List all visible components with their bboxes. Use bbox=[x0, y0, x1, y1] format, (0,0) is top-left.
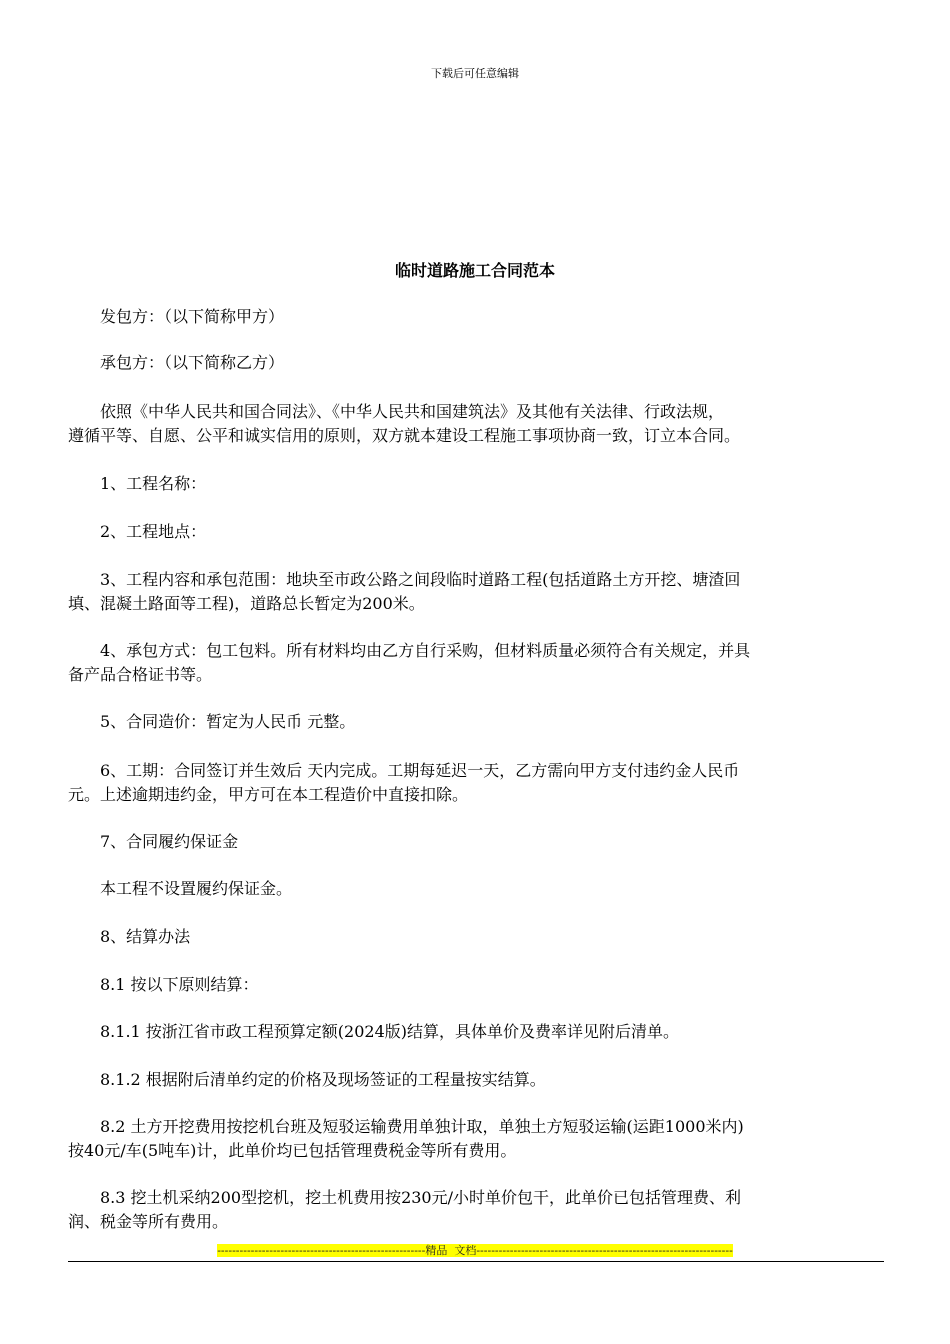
clause-8-heading: 8、结算办法 bbox=[68, 927, 191, 946]
clause-8-1-2: 8.1.2 根据附后清单约定的价格及现场签证的工程量按实结算。 bbox=[68, 1070, 546, 1089]
clause-5: 5、合同造价：暂定为人民币 元整。 bbox=[68, 712, 356, 731]
party-a-line: 发包方：（以下简称甲方） bbox=[68, 307, 285, 326]
clause-7-heading: 7、合同履约保证金 bbox=[68, 832, 239, 851]
footer-text: --------------------------------------------------------精品 文档--------------------------------------------------------------------- bbox=[217, 1244, 733, 1257]
party-b-line: 承包方：（以下简称乙方） bbox=[68, 353, 285, 372]
clause-8-1: 8.1 按以下原则结算： bbox=[68, 975, 259, 994]
document-title: 临时道路施工合同范本 bbox=[394, 261, 555, 280]
clause-8-2: 8.2 土方开挖费用按挖机台班及短驳运输费用单独计取，单独土方短驳运输(运距1000米内) 按40元/车(5吨车)计，此单价均已包括管理费税金等所有费用。 bbox=[68, 1117, 744, 1160]
clause-8-1-1: 8.1.1 按浙江省市政工程预算定额(2024版)结算，具体单价及费率详见附后清单。 bbox=[68, 1022, 680, 1041]
clause-8-3: 8.3 挖土机采纳200型挖机，挖土机费用按230元/小时单价包干，此单价已包括管理费、利 润、税金等所有费用。 bbox=[68, 1188, 742, 1231]
preamble-paragraph: 依照《中华人民共和国合同法》、《中华人民共和国建筑法》及其他有关法律、行政法规， 遵循平等、自愿、公平和诚实信用的原则，双方就本建设工程施工事项协商一致，订立本合同。 bbox=[68, 402, 741, 445]
clause-7-body: 本工程不设置履约保证金。 bbox=[68, 879, 293, 898]
footer-banner bbox=[0, 1244, 950, 1258]
footer-rule bbox=[68, 1261, 884, 1262]
clause-1: 1、工程名称： bbox=[68, 474, 207, 493]
clause-4: 4、承包方式：包工包料。所有材料均由乙方自行采购，但材料质量必须符合有关规定，并具 备产品合格证书等。 bbox=[68, 641, 751, 684]
clause-2: 2、工程地点： bbox=[68, 522, 207, 541]
clause-6: 6、工期：合同签订并生效后 天内完成。工期每延迟一天，乙方需向甲方支付违约金人民币 元。上述逾期违约金，甲方可在本工程造价中直接扣除。 bbox=[68, 761, 740, 804]
clause-3: 3、工程内容和承包范围：地块至市政公路之间段临时道路工程(包括道路土方开挖、塘渣回 填、混凝土路面等工程)，道路总长暂定为200米。 bbox=[68, 570, 741, 613]
header-note: 下载后可任意编辑 bbox=[431, 67, 519, 80]
